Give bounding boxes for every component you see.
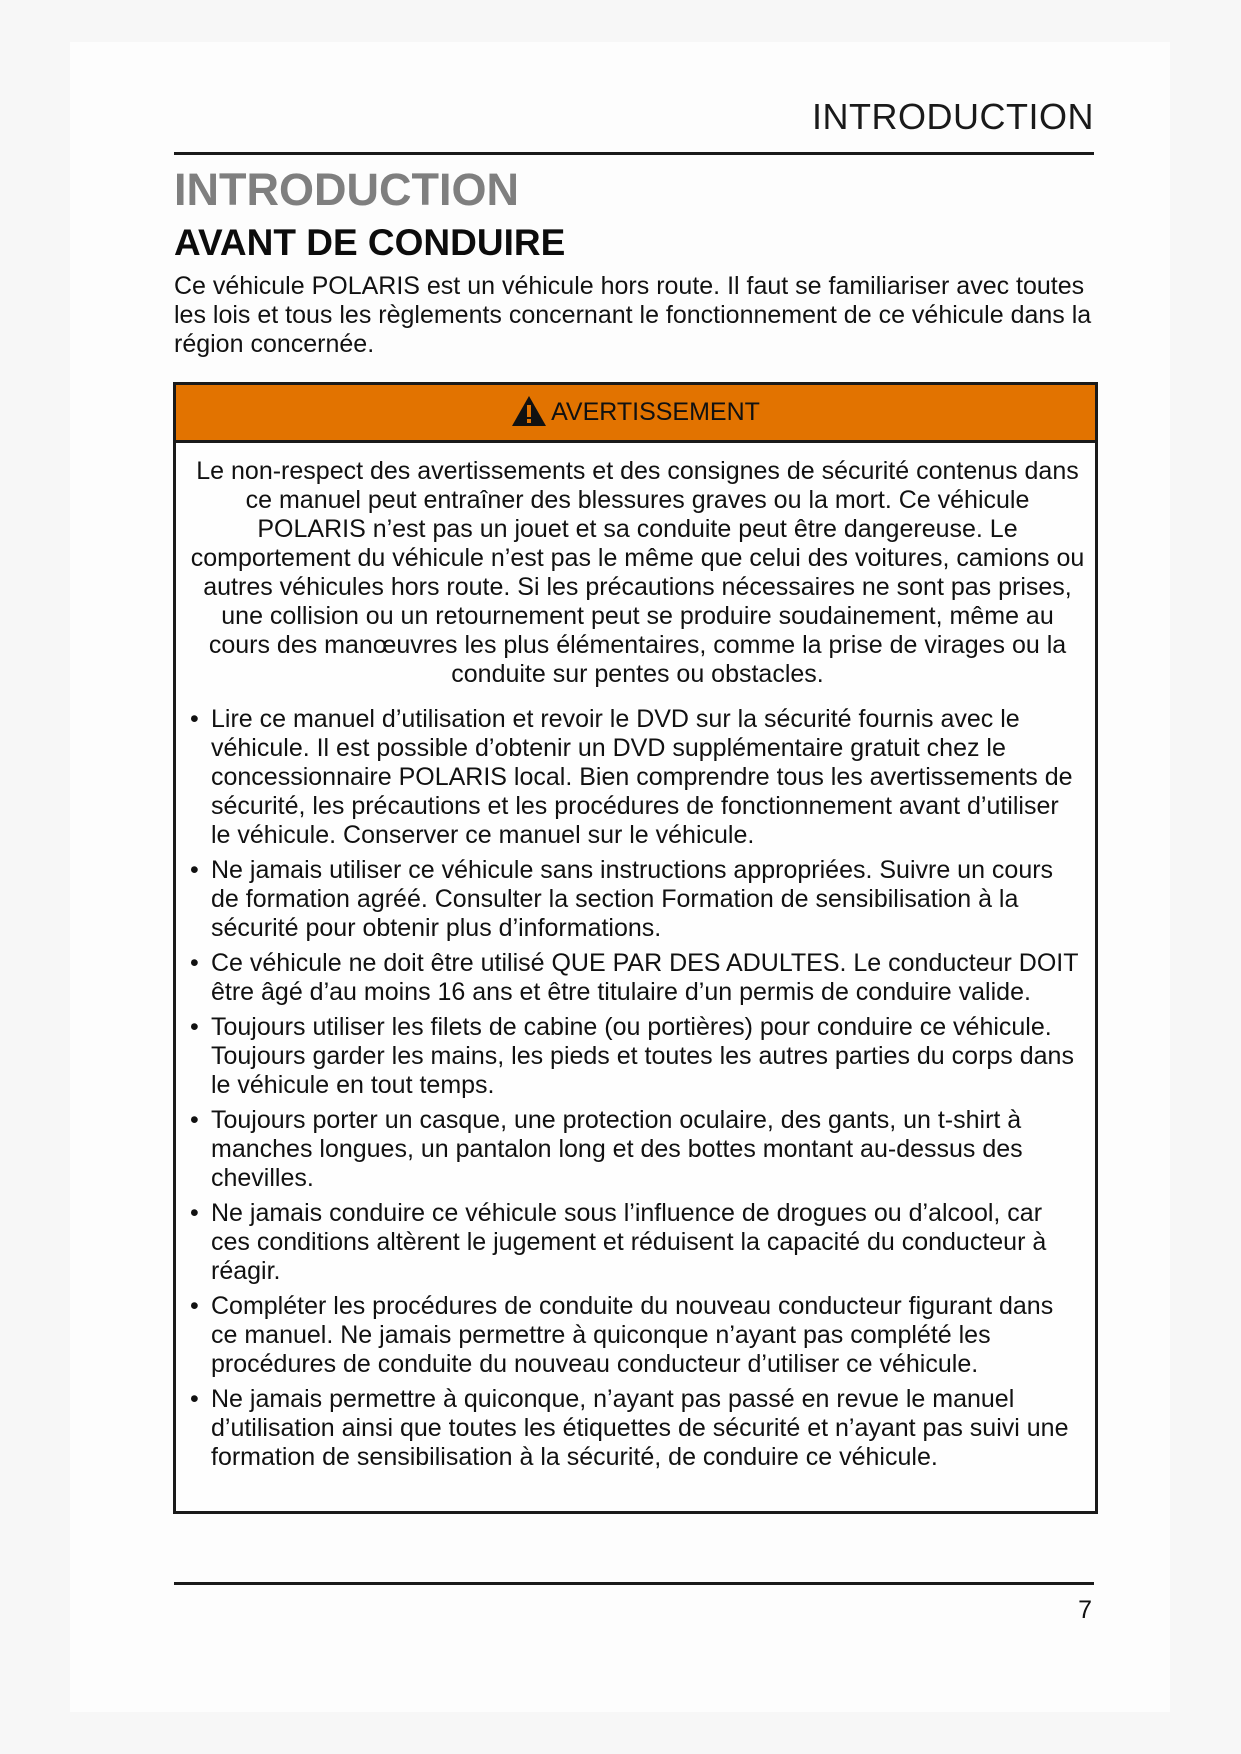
- list-item: [190, 1106, 1085, 1193]
- list-item-text: Ce véhicule ne doit être utilisé QUE PAR DES ADULTES. Le conducteur DOIT être âgé d’au moins 16 ans et être titulaire d’un permis de conduire valide.: [211, 949, 1079, 1006]
- list-item: [190, 1013, 1085, 1100]
- warning-label: AVERTISSEMENT: [551, 398, 760, 426]
- subsection-title: AVANT DE CONDUIRE: [174, 222, 566, 263]
- list-item: [190, 1385, 1085, 1472]
- footer-rule: [174, 1582, 1094, 1585]
- warning-box: [173, 382, 1098, 1514]
- warning-header: [176, 385, 1095, 443]
- warning-paragraph: Le non-respect des avertissements et des consignes de sécurité contenus dans ce manuel peut entraîner des blessures graves ou la mort. Ce véhicule POLARIS n’est pas un jouet et sa conduite peut être dangereuse. Le comportement du véhicule n’est pas le même que celui des voitures, camions ou autres véhicules hors route. Si les précautions nécessaires ne sont pas prises, une collision ou un retournement peut se produire soudainement, même au cours des manœuvres les plus élémentaires, comme la prise de virages ou la conduite sur pentes ou obstacles.: [190, 457, 1085, 688]
- bullet-icon: •: [190, 949, 199, 977]
- header-rule: [174, 152, 1094, 155]
- list-item: [190, 1199, 1085, 1286]
- page-number: 7: [1078, 1596, 1092, 1624]
- bullet-icon: •: [190, 1199, 199, 1227]
- list-item-text: Ne jamais conduire ce véhicule sous l’influence de drogues ou d’alcool, car ces conditions altèrent le jugement et réduisent la capacité du conducteur à réagir.: [211, 1199, 1047, 1285]
- warning-triangle-icon: [511, 395, 547, 427]
- list-item: [190, 1292, 1085, 1379]
- warning-bullet-list: [190, 705, 1085, 1472]
- list-item: [190, 949, 1085, 1007]
- list-item-text: Ne jamais utiliser ce véhicule sans instructions appropriées. Suivre un cours de formation agréé. Consulter la section Formation de sensibilisation à la sécurité pour obtenir plus d’informations.: [211, 856, 1054, 942]
- list-item-text: Lire ce manuel d’utilisation et revoir le DVD sur la sécurité fournis avec le véhicule. Il est possible d’obtenir un DVD supplémentaire gratuit chez le concessionnaire POLARIS local. Bien comprendre tous les avertissements de sécurité, les précautions et les procédures de fonctionnement avant d’utiliser le véhicule. Conserver ce manuel sur le véhicule.: [211, 705, 1073, 849]
- section-title: INTRODUCTION: [174, 164, 519, 215]
- list-item-text: Compléter les procédures de conduite du nouveau conducteur figurant dans ce manuel. Ne jamais permettre à quiconque n’ayant pas complété les procédures de conduite du nouveau conducteur d’utiliser ce véhicule.: [211, 1292, 1054, 1378]
- bullet-icon: •: [190, 705, 199, 733]
- bullet-icon: •: [190, 1106, 199, 1134]
- bullet-icon: •: [190, 856, 199, 884]
- bullet-icon: •: [190, 1292, 199, 1320]
- list-item-text: Toujours porter un casque, une protection oculaire, des gants, un t-shirt à manches longues, un pantalon long et des bottes montant au-dessus des chevilles.: [211, 1106, 1023, 1192]
- list-item: [190, 856, 1085, 943]
- list-item-text: Ne jamais permettre à quiconque, n’ayant pas passé en revue le manuel d’utilisation ainsi que toutes les étiquettes de sécurité et n’ayant pas suivi une formation de sensibilisation à la sécurité, de conduire ce véhicule.: [211, 1385, 1069, 1471]
- warning-body: [176, 443, 1095, 1472]
- intro-paragraph: Ce véhicule POLARIS est un véhicule hors route. Il faut se familiariser avec toutes les lois et tous les règlements concernant le fonctionnement de ce véhicule dans la région concernée.: [174, 272, 1092, 358]
- list-item-text: Toujours utiliser les filets de cabine (ou portières) pour conduire ce véhicule. Toujours garder les mains, les pieds et toutes les autres parties du corps dans le véhicule en tout temps.: [211, 1013, 1074, 1099]
- bullet-icon: •: [190, 1013, 199, 1041]
- list-item: [190, 705, 1085, 850]
- bullet-icon: •: [190, 1385, 199, 1413]
- running-header-title: INTRODUCTION: [812, 96, 1094, 137]
